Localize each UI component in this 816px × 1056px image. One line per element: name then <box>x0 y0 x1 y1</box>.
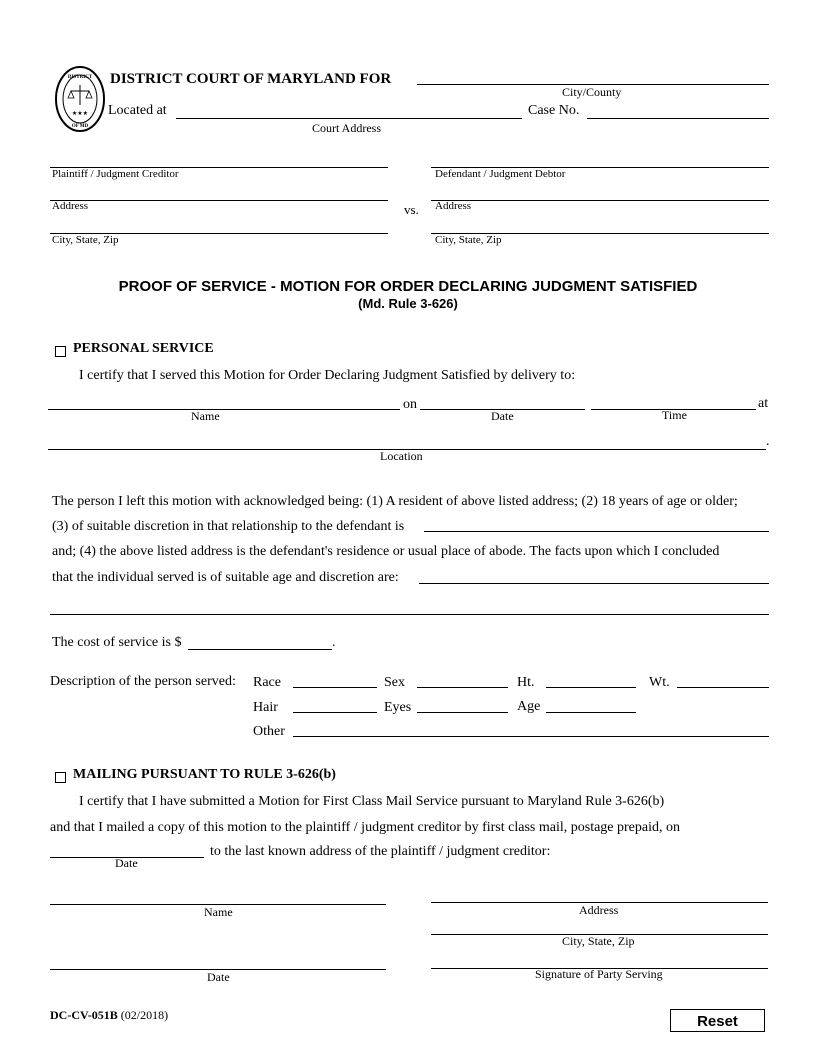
form-number <box>50 1008 168 1023</box>
date-label: Date <box>491 409 514 423</box>
vs-label: vs. <box>404 202 419 217</box>
plaintiff-input[interactable] <box>50 153 388 168</box>
signature-label: Signature of Party Serving <box>535 967 663 981</box>
race-input[interactable] <box>293 673 377 688</box>
mailing-line2: and that I mailed a copy of this motion to the plaintiff / judgment creditor by first class mail, postage prepaid, on <box>50 820 680 835</box>
court-seal-icon <box>54 65 106 133</box>
location-input[interactable] <box>48 435 766 450</box>
on-label: on <box>403 397 417 412</box>
wt-label: Wt. <box>649 675 670 690</box>
form-revision: (02/2018) <box>120 1008 169 1022</box>
eyes-input[interactable] <box>417 698 508 713</box>
form-title: PROOF OF SERVICE - MOTION FOR ORDER DECLARING JUDGMENT SATISFIED <box>118 278 698 295</box>
personal-service-heading: PERSONAL SERVICE <box>73 341 214 356</box>
mailing-name-input[interactable] <box>50 890 386 905</box>
svg-text:★★★: ★★★ <box>71 111 89 117</box>
facts-continued-input[interactable] <box>50 600 769 615</box>
name-label: Name <box>191 409 220 423</box>
served-date-input[interactable] <box>420 395 585 410</box>
hair-label: Hair <box>253 700 278 715</box>
facts-input[interactable] <box>419 569 769 584</box>
hair-input[interactable] <box>293 698 377 713</box>
mailing-address-label: Address <box>579 903 619 917</box>
located-at-label: Located at <box>108 103 167 118</box>
case-no-label: Case No. <box>528 103 580 118</box>
other-label: Other <box>253 724 285 739</box>
weight-input[interactable] <box>677 673 769 688</box>
acknowledgement-line4: that the individual served is of suitable age and discretion are: <box>52 570 399 585</box>
relationship-input[interactable] <box>424 517 769 532</box>
defendant-address-label: Address <box>435 200 472 212</box>
description-label: Description of the person served: <box>50 674 236 689</box>
ht-label: Ht. <box>517 675 535 690</box>
acknowledgement-line1: The person I left this motion with acknowledged being: (1) A resident of above listed address; (2) 18 years of age or older; <box>52 494 738 509</box>
form-subtitle: (Md. Rule 3-626) <box>358 296 458 311</box>
personal-service-checkbox[interactable] <box>55 346 66 357</box>
city-county-input[interactable] <box>417 70 769 85</box>
cost-label: The cost of service is $ <box>52 635 182 650</box>
form-number-code: DC-CV-051B <box>50 1008 118 1022</box>
mailing-name-label: Name <box>204 905 233 919</box>
location-label: Location <box>380 449 423 463</box>
mailing-heading: MAILING PURSUANT TO RULE 3-626(b) <box>73 767 336 782</box>
plaintiff-city-label: City, State, Zip <box>52 234 119 246</box>
mailing-address-input[interactable] <box>431 888 768 903</box>
defendant-city-input[interactable] <box>431 219 769 234</box>
mailing-city-input[interactable] <box>431 920 768 935</box>
acknowledgement-line2: (3) of suitable discretion in that relationship to the defendant is <box>52 519 405 534</box>
svg-text:DISTRICT: DISTRICT <box>67 75 93 80</box>
eyes-label: Eyes <box>384 700 412 715</box>
city-county-label: City/County <box>562 85 622 99</box>
signature-date-label: Date <box>207 970 230 984</box>
personal-service-certify: I certify that I served this Motion for Order Declaring Judgment Satisfied by delivery to: <box>79 368 576 383</box>
time-label: Time <box>662 408 687 422</box>
mailing-city-label: City, State, Zip <box>562 934 635 948</box>
age-label: Age <box>517 699 541 714</box>
mailing-checkbox[interactable] <box>55 772 66 783</box>
case-no-input[interactable] <box>587 104 769 119</box>
court-title: DISTRICT COURT OF MARYLAND FOR <box>110 71 392 87</box>
age-input[interactable] <box>546 698 636 713</box>
sex-input[interactable] <box>417 673 508 688</box>
signature-date-input[interactable] <box>50 955 386 970</box>
served-name-input[interactable] <box>48 395 400 410</box>
cost-input[interactable] <box>188 635 332 650</box>
defendant-address-input[interactable] <box>431 186 769 201</box>
mailing-date-label: Date <box>115 856 138 870</box>
acknowledgement-line3: and; (4) the above listed address is the defendant's residence or usual place of abode. The facts upon which I concluded <box>52 544 720 559</box>
defendant-city-label: City, State, Zip <box>435 234 502 246</box>
sex-label: Sex <box>384 675 405 690</box>
mailing-line1: I certify that I have submitted a Motion for First Class Mail Service pursuant to Maryland Rule 3-626(b) <box>79 794 665 809</box>
plaintiff-address-label: Address <box>52 200 89 212</box>
location-period: . <box>766 434 770 449</box>
race-label: Race <box>253 675 281 690</box>
other-input[interactable] <box>293 722 769 737</box>
plaintiff-label: Plaintiff / Judgment Creditor <box>52 168 179 180</box>
defendant-input[interactable] <box>431 153 769 168</box>
cost-period: . <box>332 635 336 650</box>
reset-button[interactable]: Reset <box>670 1009 765 1032</box>
at-label: at <box>758 396 769 411</box>
court-address-label: Court Address <box>312 121 381 135</box>
court-address-input[interactable] <box>176 104 522 119</box>
plaintiff-city-input[interactable] <box>50 219 388 234</box>
plaintiff-address-input[interactable] <box>50 186 388 201</box>
height-input[interactable] <box>546 673 636 688</box>
defendant-label: Defendant / Judgment Debtor <box>435 168 566 180</box>
svg-text:OF MD: OF MD <box>71 124 89 129</box>
mailing-line3: to the last known address of the plaintiff / judgment creditor: <box>210 844 551 859</box>
